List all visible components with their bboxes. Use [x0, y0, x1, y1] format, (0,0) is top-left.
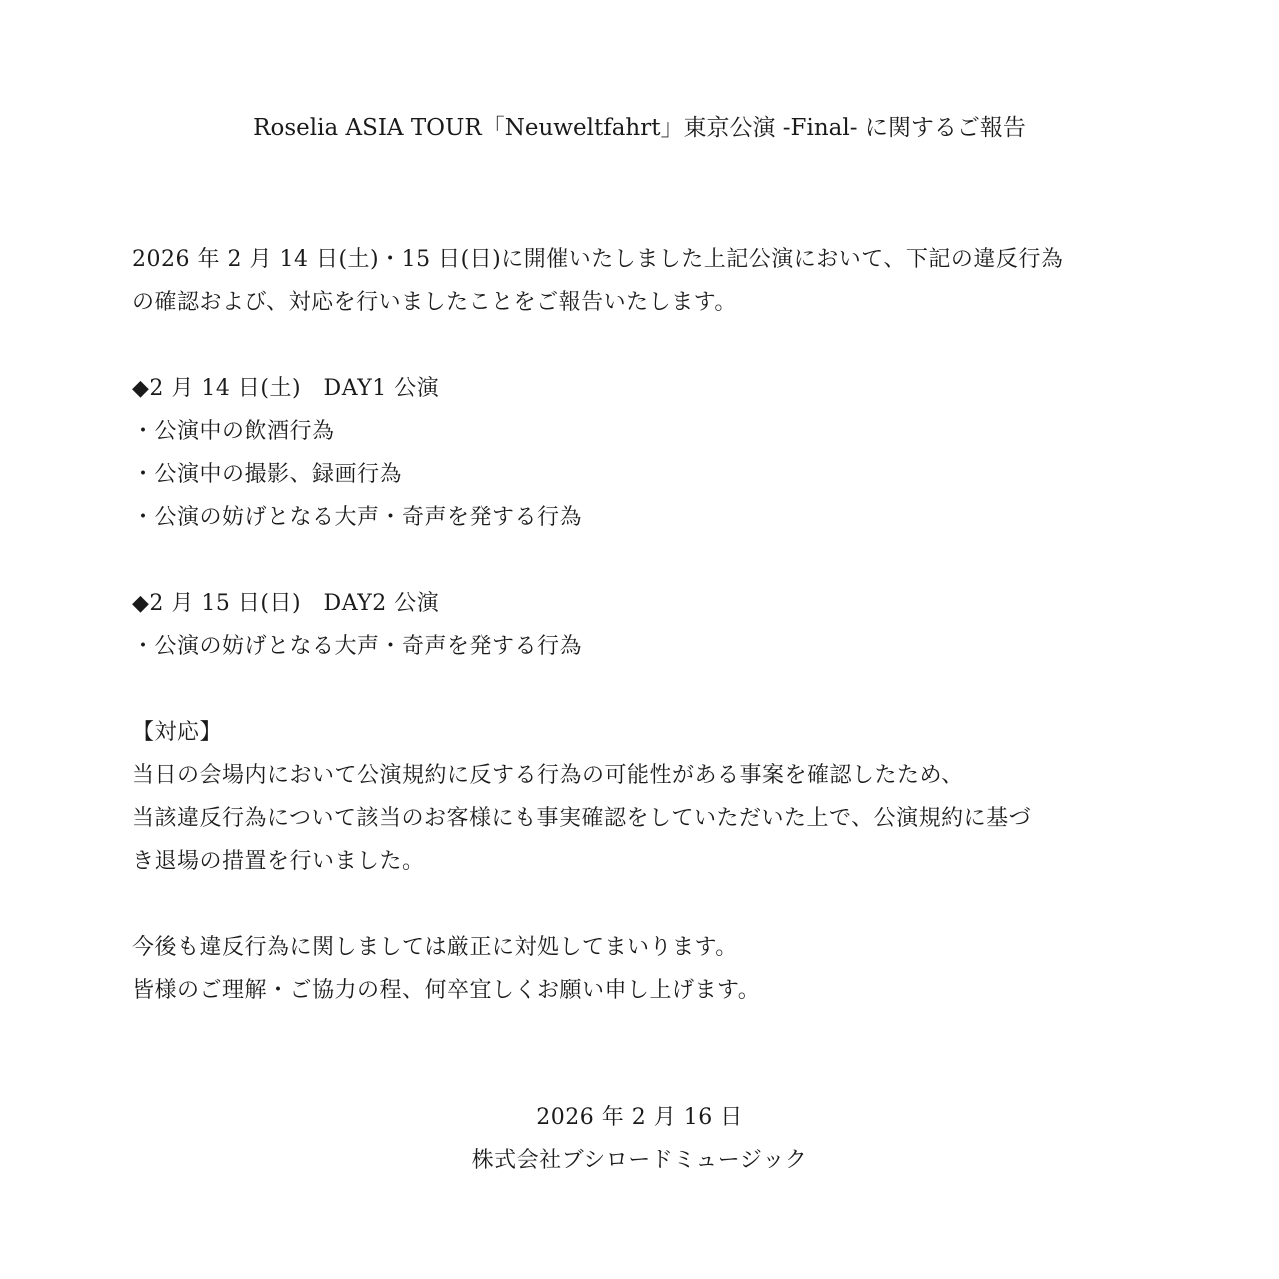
- intro-line: の確認および、対応を行いましたことをご報告いたします。: [132, 290, 737, 315]
- response-line: 当日の会場内において公演規約に反する行為の可能性がある事案を確認したため、: [132, 763, 964, 788]
- day1-item: ・公演中の撮影、録画行為: [132, 462, 403, 487]
- issue-date: 2026 年 2 月 16 日: [536, 1105, 743, 1130]
- day1-item: ・公演中の飲酒行為: [132, 419, 335, 444]
- closing-line: 皆様のご理解・ご協力の程、何卒宜しくお願い申し上げます。: [132, 978, 761, 1003]
- response-line: 当該違反行為について該当のお客様にも事実確認をしていただいた上で、公演規約に基づ: [132, 806, 1032, 831]
- company-name: 株式会社ブシロードミュージック: [471, 1148, 808, 1173]
- day1-heading: ◆2 月 14 日(土) DAY1 公演: [132, 376, 440, 401]
- response-section: [132, 711, 1162, 883]
- day2-item: ・公演の妨げとなる大声・奇声を発する行為: [132, 634, 583, 659]
- signature-block: [0, 1096, 1279, 1182]
- response-heading: 【対応】: [132, 720, 223, 745]
- announcement-body: [132, 238, 1162, 1012]
- intro-paragraph: [132, 238, 1162, 324]
- day1-section: [132, 367, 1162, 539]
- day2-heading: ◆2 月 15 日(日) DAY2 公演: [132, 591, 440, 616]
- intro-line: 2026 年 2 月 14 日(土)・15 日(日)に開催いたしました上記公演において、下記の違反行為: [132, 247, 1064, 272]
- page-title: Roselia ASIA TOUR「Neuweltfahrt」東京公演 -Final- に関するご報告: [253, 115, 1026, 141]
- response-line: き退場の措置を行いました。: [132, 849, 425, 874]
- closing-line: 今後も違反行為に関しましては厳正に対処してまいります。: [132, 935, 738, 960]
- closing-section: [132, 926, 1162, 1012]
- day1-item: ・公演の妨げとなる大声・奇声を発する行為: [132, 505, 583, 530]
- day2-section: [132, 582, 1162, 668]
